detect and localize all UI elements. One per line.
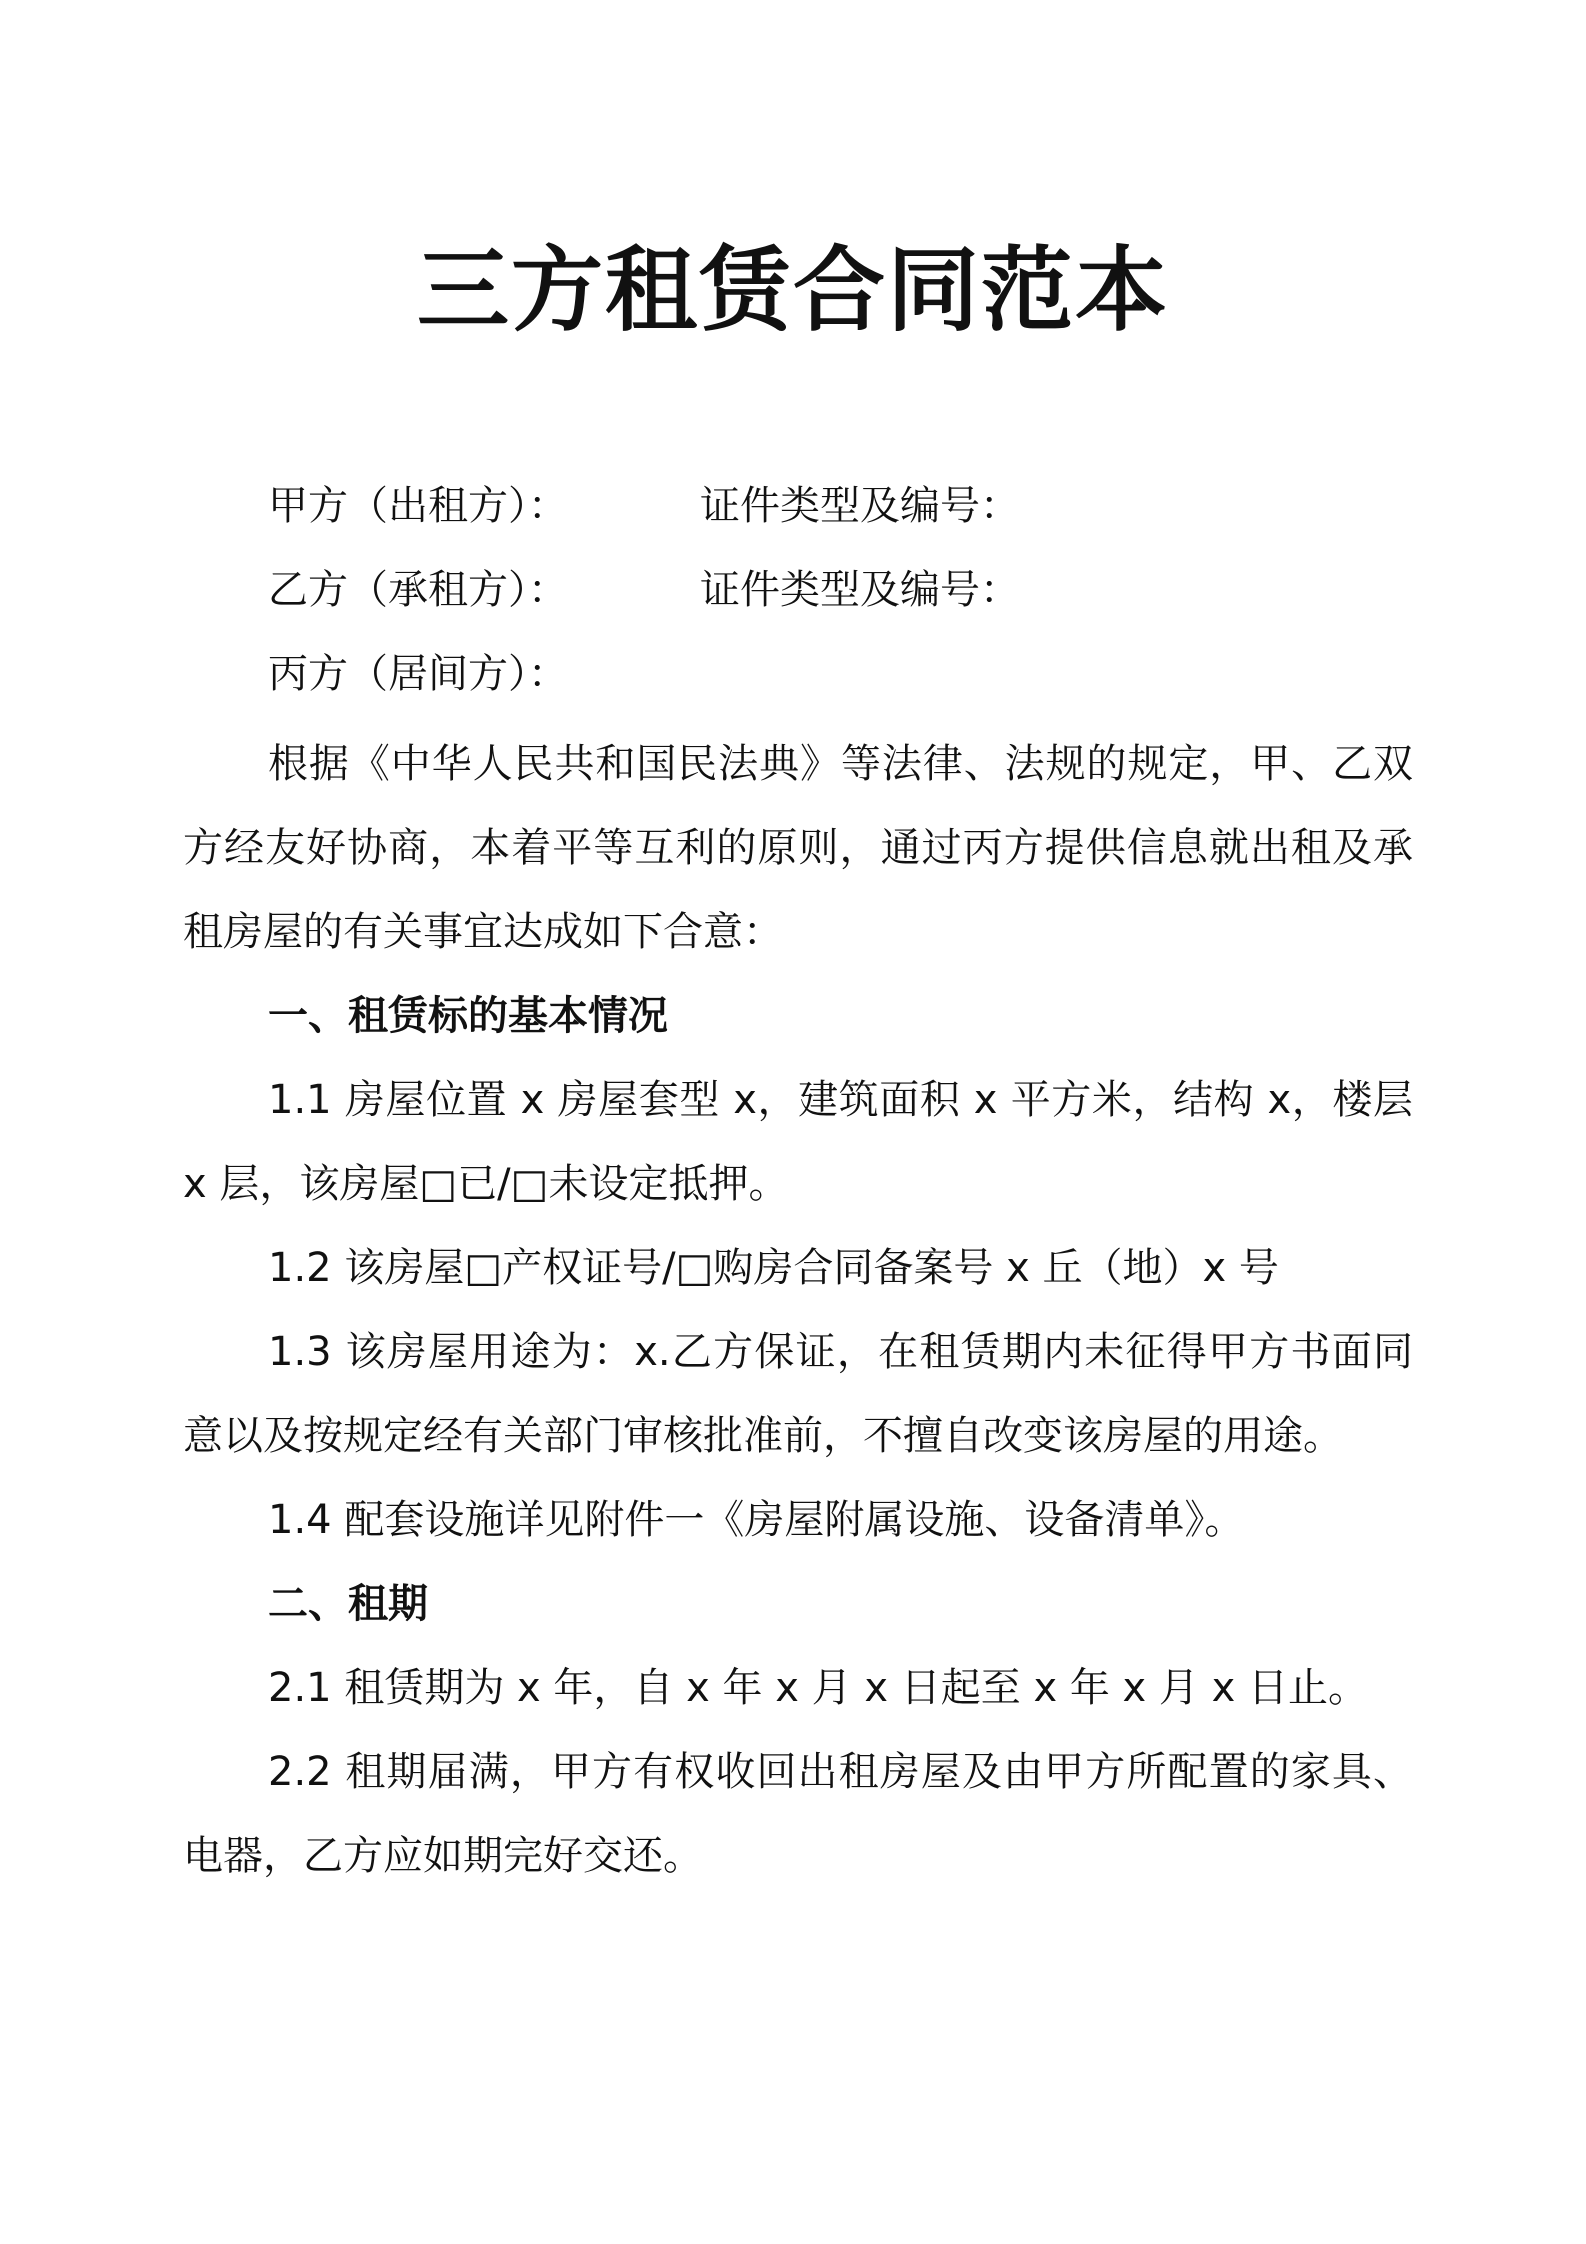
party-a-label: 甲方（出租方）：: [268, 483, 568, 529]
document-title: 三方租赁合同范本: [416, 237, 1169, 344]
clause-2-2: 2.2 租期届满，甲方有权收回出租房屋及由甲方所配置的家具、电器，乙方应如期完好交还。: [183, 1749, 1413, 1879]
section-heading-1: 一、租赁标的基本情况: [268, 993, 668, 1039]
clause-2-1: 2.1 租赁期为 x 年，自 x 年 x 月 x 日起至 x 年 x 月 x 日止。: [268, 1665, 1369, 1711]
section-heading-2: 二、租期: [268, 1581, 428, 1627]
party-c-row: [268, 646, 700, 702]
clause-1-2: 1.2 该房屋□产权证号/□购房合同备案号 x 丘（地）x 号: [268, 1245, 1279, 1291]
party-b-label: 乙方（承租方）：: [268, 567, 568, 613]
party-a-cert-label: 证件类型及编号：: [700, 483, 1020, 529]
party-a-row: [268, 478, 1020, 534]
contract-body: [183, 722, 1413, 1898]
clause-1-1: 1.1 房屋位置 x 房屋套型 x，建筑面积 x 平方米，结构 x，楼层 x 层，该房屋□已/□未设定抵押。: [183, 1077, 1413, 1207]
preamble-paragraph: 根据《中华人民共和国民法典》等法律、法规的规定，甲、乙双方经友好协商，本着平等互利的原则，通过丙方提供信息就出租及承租房屋的有关事宜达成如下合意：: [183, 741, 1413, 955]
clause-1-3: 1.3 该房屋用途为：x.乙方保证，在租赁期内未征得甲方书面同意以及按规定经有关部门审核批准前，不擅自改变该房屋的用途。: [183, 1329, 1413, 1459]
party-b-cert-label: 证件类型及编号：: [700, 567, 1020, 613]
party-c-label: 丙方（居间方）：: [268, 651, 568, 697]
clause-1-4: 1.4 配套设施详见附件一《房屋附属设施、设备清单》。: [268, 1497, 1245, 1543]
party-b-row: [268, 562, 1020, 618]
